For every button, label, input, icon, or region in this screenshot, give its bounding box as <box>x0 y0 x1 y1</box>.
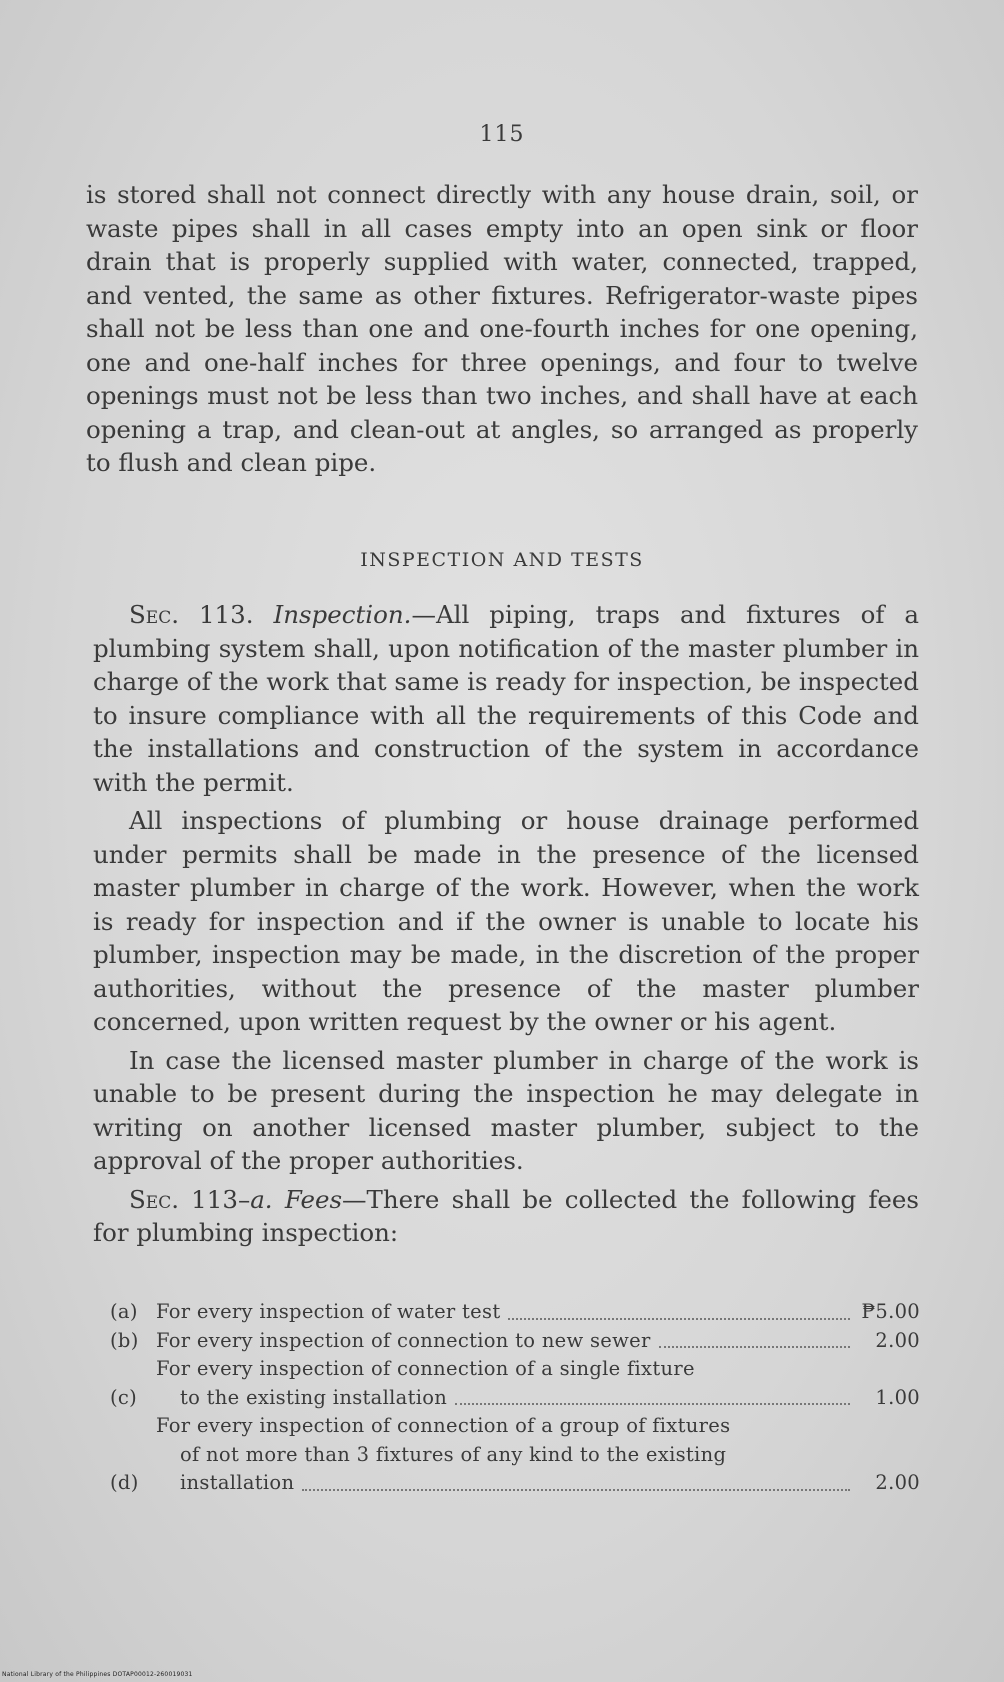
library-footer: National Library of the Philippines DOTAP00012-260019031 <box>2 1671 193 1678</box>
fee-letter: (a) <box>110 1300 138 1323</box>
paragraph-inspections: All inspections of plumbing or house drainage performed under permits shall be made in the presence of the licensed master plumber in charge of the work. However, when the work is ready for inspection and if the owner is unable to locate his plumber, inspection may be made, in the discretion of the proper authorities, without the presence of the master plumber concerned, upon written request by the owner or his agent. <box>93 806 919 1036</box>
paragraph-text: is stored shall not connect directly with any house drain, soil, or waste pipes shall in all cases empty into an open sink or floor drain that is properly supplied with water, connected, trapped, and vented, the same as other fixtures. Refrigerator-waste pipes shall not be less than one and one-fourth inches for one opening, one and one-half inches for three openings, and four to twelve openings must not be less than two inches, and shall have at each opening a trap, and clean-out at angles, so arranged as properly to flush and clean pipe. <box>86 180 918 477</box>
fee-description: For every inspection of connection to new sewer <box>156 1328 651 1352</box>
sec-113-label: Sec. 113. <box>129 600 254 629</box>
section-113 <box>93 598 919 1255</box>
page-number: 115 <box>479 122 525 147</box>
sec-113a-text: —There shall be collected the following fees for plumbing inspection: <box>93 1184 919 1247</box>
fee-description: For every inspection of connection of a group of fixtures <box>156 1414 731 1437</box>
fee-item <box>110 1355 920 1412</box>
fee-letter: (c) <box>110 1385 138 1409</box>
fees-list <box>110 1298 920 1498</box>
fee-description-cont: to the existing installation <box>180 1385 448 1409</box>
paragraph-delegate: In case the licensed master plumber in charge of the work is unable to be present during the inspection he may delegate in writing on another licensed master plumber, subject to the approval of the proper authorities. <box>93 1045 919 1175</box>
sec-113-text: —All piping, traps and fixtures of a plumbing system shall, upon notification of the master plumber in charge of the work that same is ready for inspection, be inspected to insure compliance with all the requirements of this Code and the installations and construction of the system in accordance with the permit. <box>93 600 919 797</box>
fee-description: For every inspection of connection of a single fixture <box>156 1357 695 1380</box>
sec-113a-label: Sec. 113– <box>129 1184 251 1214</box>
fee-amount: 1.00 <box>875 1385 920 1409</box>
fee-amount: ₱5.00 <box>861 1300 920 1323</box>
fee-amount: 2.00 <box>875 1471 920 1494</box>
fee-description-cont: of not more than 3 fixtures of any kind to the existing <box>180 1442 727 1466</box>
fee-amount: 2.00 <box>875 1328 920 1352</box>
sec-113-inspection <box>93 598 919 799</box>
paragraph-refrigerator-waste <box>86 178 918 480</box>
fee-item <box>110 1327 920 1356</box>
fee-item <box>110 1412 920 1498</box>
section-heading: INSPECTION AND TESTS <box>360 549 644 571</box>
dot-leader <box>455 1402 850 1405</box>
sec-113-title: Inspection. <box>273 600 412 629</box>
dot-leader <box>508 1317 850 1320</box>
fee-description-cont: installation <box>180 1471 295 1494</box>
sec-113a-fees <box>93 1183 919 1250</box>
fee-description: For every inspection of water test <box>156 1300 501 1323</box>
dot-leader <box>302 1488 850 1491</box>
fee-item <box>110 1298 920 1327</box>
fee-letter: (d) <box>110 1471 139 1494</box>
sec-113a-letter: a. <box>250 1184 273 1214</box>
dot-leader <box>659 1345 850 1348</box>
sec-113a-title: Fees <box>284 1184 343 1214</box>
fee-letter: (b) <box>110 1328 139 1352</box>
